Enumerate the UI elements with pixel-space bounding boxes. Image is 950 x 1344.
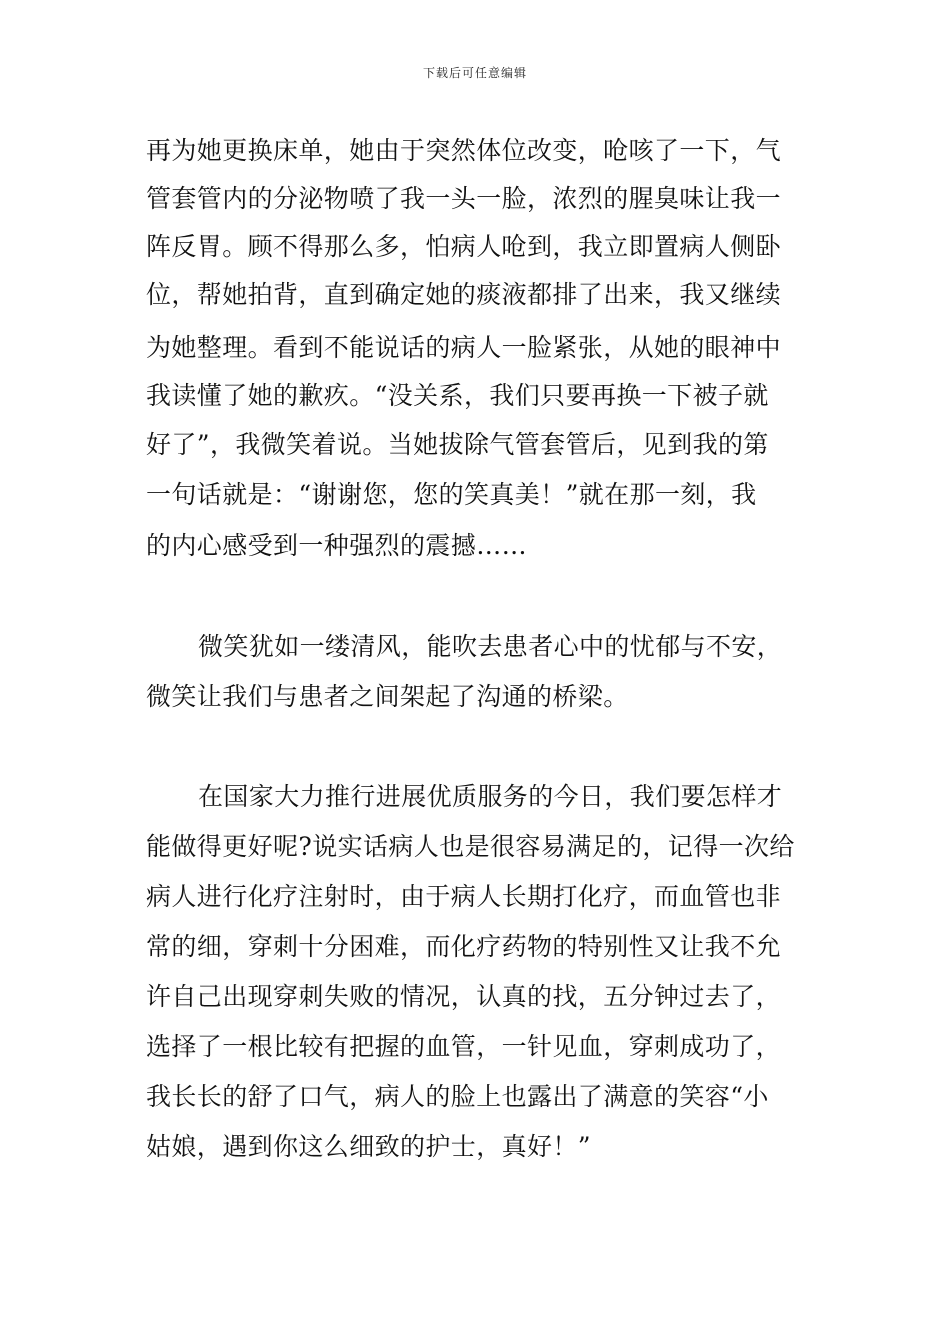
paragraph-line: 微笑犹如一缕清风，能吹去患者心中的忧郁与不安， [198, 632, 783, 661]
paragraph-line: 能做得更好呢?说实话病人也是很容易满足的，记得一次给 [146, 832, 795, 861]
paragraph-line: 阵反胃。顾不得那么多，怕病人呛到，我立即置病人侧卧 [146, 232, 782, 261]
paragraph-line: 再为她更换床单，她由于突然体位改变，呛咳了一下，气 [146, 136, 782, 165]
paragraph-line: 一句话就是：“谢谢您，您的笑真美！”就在那一刻，我 [146, 480, 757, 509]
paragraph-line: 的内心感受到一种强烈的震撼…… [146, 531, 528, 560]
paragraph-line: 选择了一根比较有把握的血管，一针见血，穿刺成功了， [146, 1032, 782, 1061]
paragraph-line: 许自己出现穿刺失败的情况，认真的找，五分钟过去了， [146, 982, 782, 1011]
paragraph-line: 在国家大力推行进展优质服务的今日，我们要怎样才 [198, 782, 783, 811]
paragraph-line: 姑娘，遇到你这么细致的护士，真好！” [146, 1132, 591, 1161]
page-header: 下载后可任意编辑 [422, 66, 527, 80]
paragraph-line: 我读懂了她的歉疚。“没关系，我们只要再换一下被子就 [146, 381, 769, 410]
paragraph-line: 病人进行化疗注射时，由于病人长期打化疗，而血管也非 [146, 882, 782, 911]
paragraph-line: 为她整理。看到不能说话的病人一脸紧张，从她的眼神中 [146, 333, 782, 362]
paragraph-line: 常的细，穿刺十分困难，而化疗药物的特别性又让我不允 [146, 932, 782, 961]
paragraph-line: 好了”，我微笑着说。当她拔除气管套管后，见到我的第 [146, 430, 769, 459]
paragraph-line: 我长长的舒了口气，病人的脸上也露出了满意的笑容“小 [146, 1082, 769, 1111]
paragraph-line: 微笑让我们与患者之间架起了沟通的桥梁。 [146, 682, 629, 711]
paragraph-line: 管套管内的分泌物喷了我一头一脸，浓烈的腥臭味让我一 [146, 184, 782, 213]
paragraph-line: 位，帮她拍背，直到确定她的痰液都排了出来，我又继续 [146, 280, 782, 309]
